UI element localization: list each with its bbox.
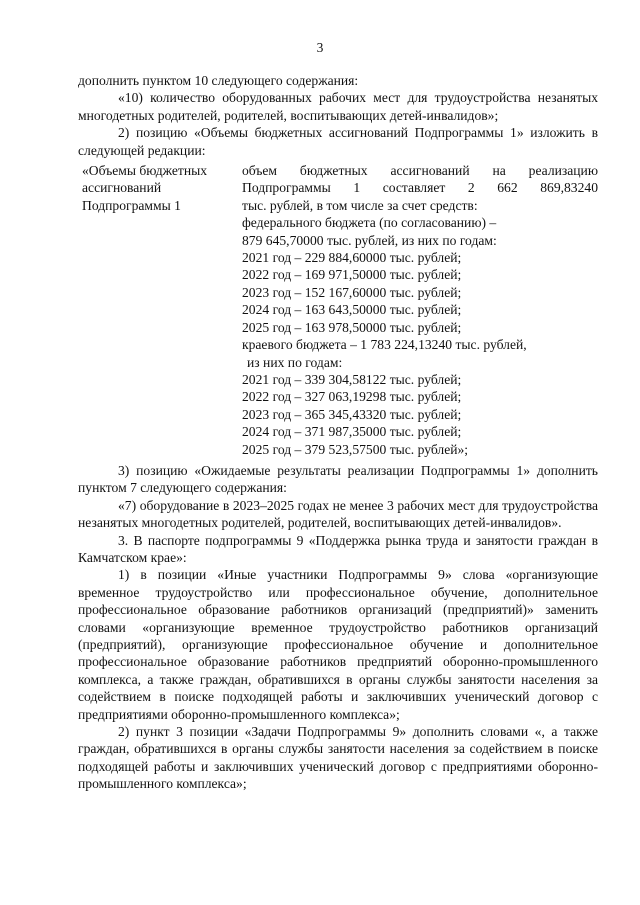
value-line: федерального бюджета (по согласованию) – — [242, 215, 497, 231]
value-line: 879 645,70000 тыс. рублей, из них по годам: — [242, 232, 497, 248]
page-number: 3 — [316, 40, 324, 55]
paragraph-section-3: 3. В паспорте подпрограммы 9 «Поддержка рынка труда и занятости граждан в Камчатском крае»: — [78, 532, 598, 565]
budget-table — [78, 162, 598, 458]
paragraph-item-7: «7) оборудование в 2023–2025 годах не менее 3 рабочих мест для трудоустройства незанятых многодетных родителей, родителей, воспитывающих детей-инвалидов». — [78, 497, 598, 531]
year-line: 2025 год – 163 978,50000 тыс. рублей; — [242, 319, 462, 335]
year-line: 2025 год – 379 523,57500 тыс. рублей»; — [242, 441, 469, 457]
year-line: 2021 год – 229 884,60000 тыс. рублей; — [242, 250, 462, 266]
paragraph-item-10: «10) количество оборудованных рабочих мест для трудоустройства незанятых многодетных родителей, родителей, воспитывающих детей-инвалидов»; — [78, 90, 598, 123]
value-line: из них по годам: — [247, 354, 343, 370]
paragraph-tasks: 2) пункт 3 позиции «Задачи Подпрограммы 9» дополнить словами «, а также граждан, обратившихся в органы службы занятости населения за содействием в поиске подходящей работы и заключивших ученический договор с предприятиями оборонно-промышленного комплекса»; — [78, 724, 598, 792]
year-line: 2024 год – 371 987,35000 тыс. рублей; — [242, 424, 462, 440]
paragraph-participants: 1) в позиции «Иные участники Подпрограммы 9» слова «организующие временное трудоустройство или профессиональное обучение, дополнительное профессиональное образование работников организаций (предприятий)» заменить словами «организующие временное трудоустройство работников организаций (предприятий), организующие профессиональное обучение и дополнительное профессиональное образование работников предприятий оборонно-промышленного комплекса, а также граждан, обратившихся в органы службы занятости населения за содействием в поиске подходящей работы и заключивших ученический договор с предприятиями оборонно-промышленного комплекса»; — [78, 567, 598, 722]
budget-table-value — [242, 162, 598, 458]
value-line: краевого бюджета – 1 783 224,13240 тыс. рублей, — [242, 337, 527, 353]
year-line: 2022 год – 327 063,19298 тыс. рублей; — [242, 389, 462, 405]
paragraph-expected-results: 3) позицию «Ожидаемые результаты реализации Подпрограммы 1» дополнить пунктом 7 следующего содержания: — [78, 462, 598, 496]
year-line: 2021 год – 339 304,58122 тыс. рублей; — [242, 371, 462, 387]
label-line: «Объемы бюджетных — [82, 163, 208, 179]
value-line: Подпрограммы 1 составляет 2 662 869,83240 — [242, 180, 598, 196]
label-line: ассигнований — [82, 180, 162, 196]
paragraph-budget-position: 2) позицию «Объемы бюджетных ассигнований Подпрограммы 1» изложить в следующей редакции: — [78, 125, 598, 158]
document-body — [78, 72, 598, 793]
value-line: объем бюджетных ассигнований на реализацию — [242, 163, 598, 179]
year-line: 2024 год – 163 643,50000 тыс. рублей; — [242, 302, 462, 318]
paragraph-continuation: дополнить пунктом 10 следующего содержания: — [78, 73, 359, 88]
value-line: тыс. рублей, в том числе за счет средств: — [242, 197, 478, 213]
year-line: 2023 год – 365 345,43320 тыс. рублей; — [242, 406, 462, 422]
year-line: 2023 год – 152 167,60000 тыс. рублей; — [242, 284, 462, 300]
label-line: Подпрограммы 1 — [82, 197, 181, 213]
year-line: 2022 год – 169 971,50000 тыс. рублей; — [242, 267, 462, 283]
budget-table-label — [78, 162, 242, 458]
